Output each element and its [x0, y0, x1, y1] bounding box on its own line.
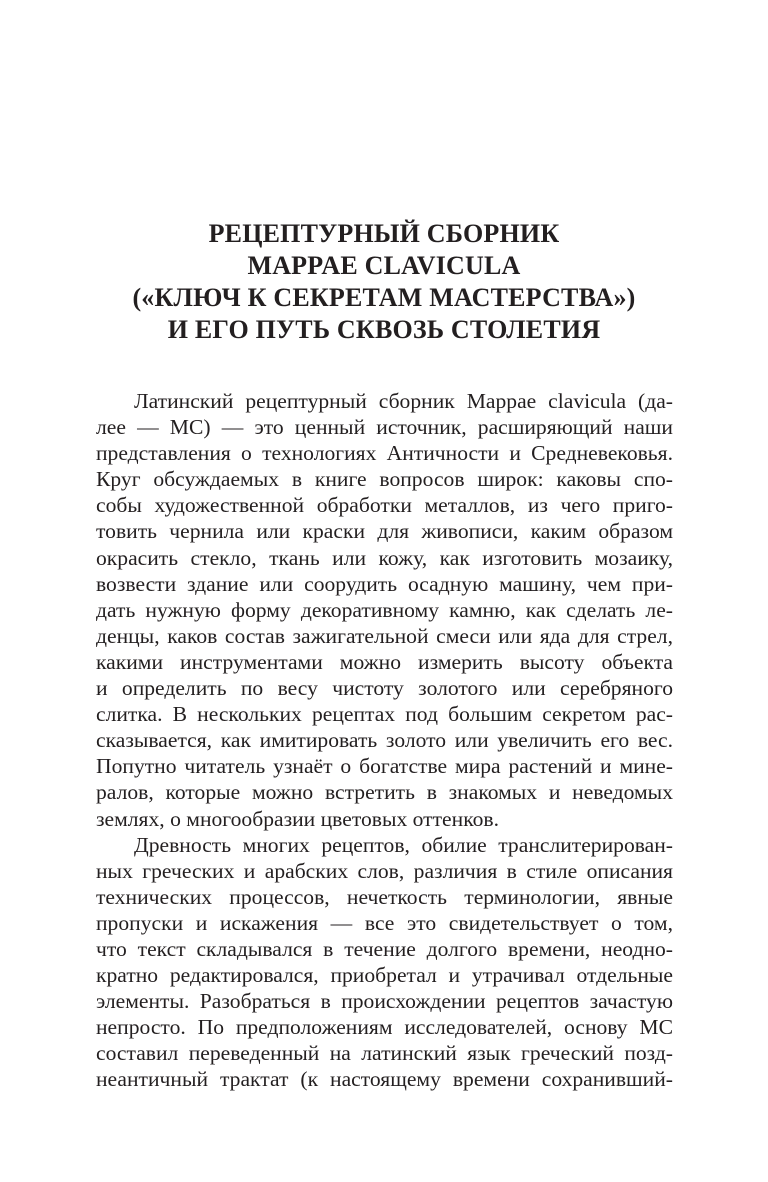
heading-line: MAPPAE CLAVICULA [247, 251, 521, 280]
chapter-heading [60, 218, 708, 346]
text-line: собы художественной обработки металлов, из чего приго- [96, 493, 673, 518]
text-line: составил переведенный на латинский язык греческий позд- [96, 1041, 673, 1066]
heading-line: И ЕГО ПУТЬ СКВОЗЬ СТОЛЕТИЯ [167, 315, 601, 344]
text-line: возвести здание или соорудить осадную машину, чем при- [96, 571, 673, 596]
text-line: и определить по весу чистоту золотого или серебряного [96, 676, 673, 701]
text-line: Круг обсуждаемых в книге вопросов широк: каковы спо- [96, 467, 673, 492]
heading-line: РЕЦЕПТУРНЫЙ СБОРНИК [208, 219, 560, 248]
text-line: Латинский рецептурный сборник Mappae clavicula (да- [134, 389, 673, 413]
text-line: Древность многих рецептов, обилие транслитерирован- [134, 832, 673, 857]
text-line: технических процессов, нечеткость терминологии, явные [96, 884, 673, 909]
body-text [96, 388, 673, 1093]
text-line: неантичный трактат (к настоящему времени сохранивший- [96, 1067, 673, 1092]
text-line: сказывается, как имитировать золото или увеличить его вес. [96, 728, 673, 753]
text-line: землях, о многообразии цветовых оттенков. [96, 806, 499, 831]
paragraph-2 [96, 832, 673, 1093]
text-line: представления о технологиях Античности и Средневековья. [96, 441, 673, 466]
heading-line: («КЛЮЧ К СЕКРЕТАМ МАСТЕРСТВА») [132, 283, 636, 312]
text-line: пропуски и искажения — все это свидетельствует о том, [96, 910, 673, 935]
text-line: дать нужную форму декоративному камню, как сделать ле- [96, 597, 673, 622]
text-line: ных греческих и арабских слов, различия в стиле описания [96, 858, 673, 883]
text-line: Попутно читатель узнаёт о богатстве мира растений и мине- [96, 754, 673, 779]
text-line: непросто. По предположениям исследователей, основу МС [96, 1015, 673, 1040]
text-line: ралов, которые можно встретить в знакомых и неведомых [96, 780, 673, 805]
text-line: что текст складывался в течение долгого времени, неодно- [96, 936, 673, 961]
text-line: слитка. В нескольких рецептах под большим секретом рас- [96, 702, 673, 727]
text-line: кратно редактировался, приобретал и утрачивал отдельные [96, 963, 673, 988]
text-line: денцы, каков состав зажигательной смеси или яда для стрел, [96, 623, 673, 648]
text-line: товить чернила или краски для живописи, каким образом [96, 519, 673, 544]
text-line: лее — МС) — это ценный источник, расширяющий наши [96, 415, 673, 440]
text-line: какими инструментами можно измерить высоту объекта [96, 649, 673, 674]
text-line: окрасить стекло, ткань или кожу, как изготовить мозаику, [96, 545, 673, 570]
paragraph-1 [96, 388, 673, 832]
text-line: элементы. Разобраться в происхождении рецептов зачастую [96, 989, 673, 1014]
